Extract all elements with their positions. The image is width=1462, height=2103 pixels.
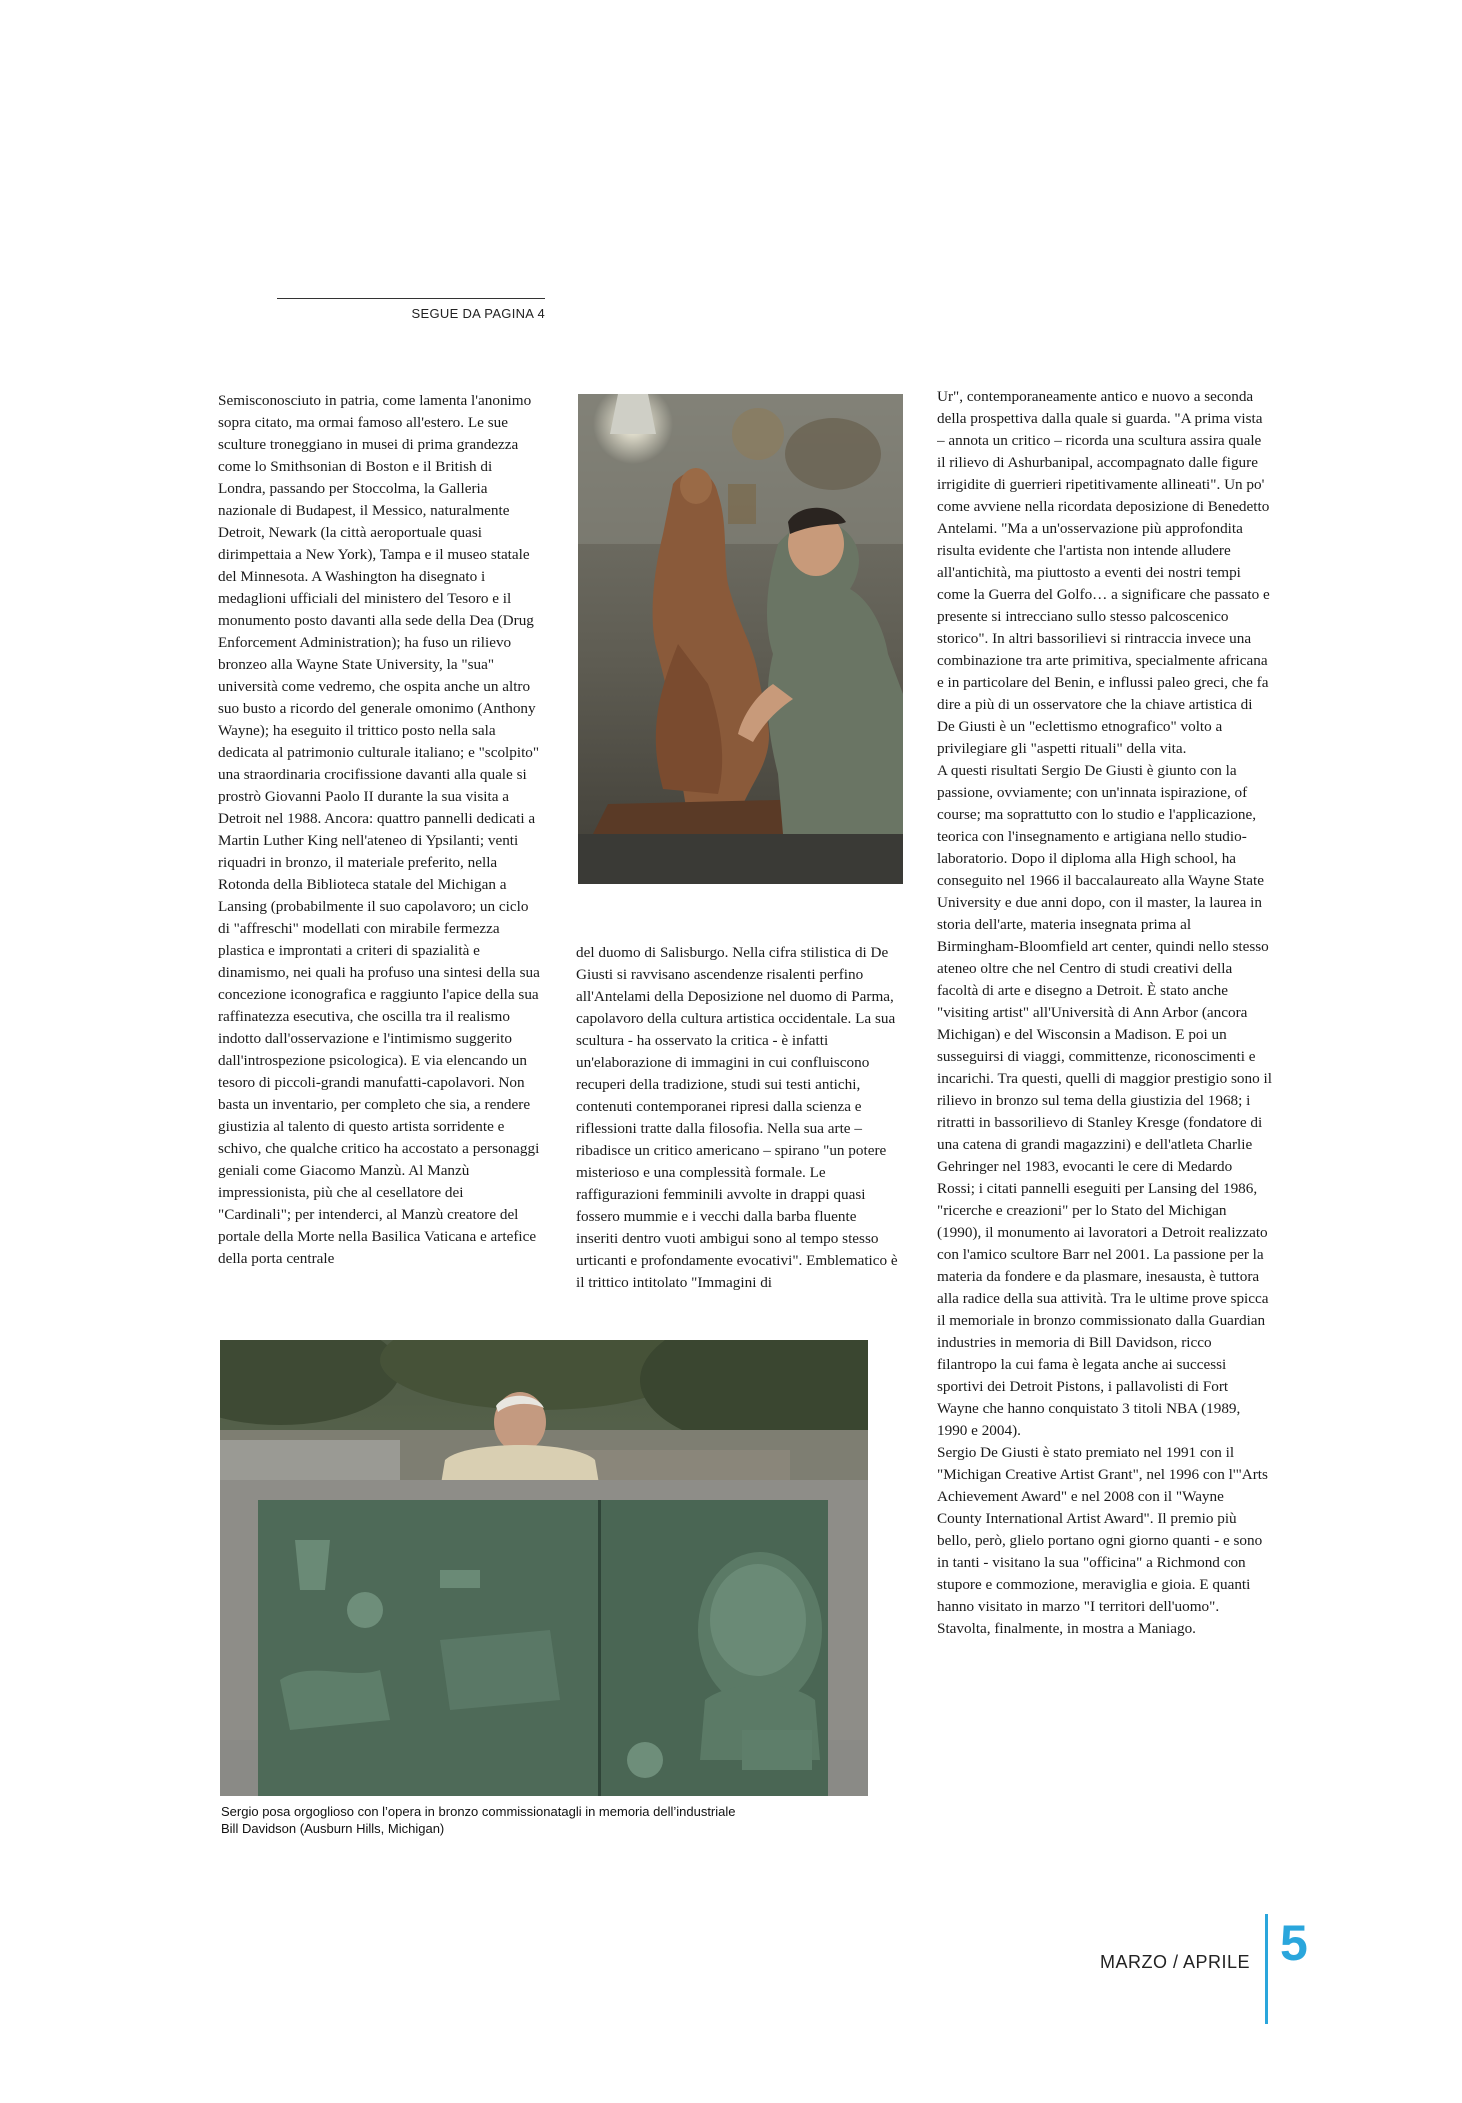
page-number: 5	[1280, 1915, 1308, 1971]
article-paragraph: Semisconosciuto in patria, come lamenta l'anonimo sopra citato, ma ormai famoso all'estero. Le sue sculture troneggiano in musei di prima grandezza come lo Smithsonian di Boston e il British di Londra, passando per Stoccolma, la Galleria nazionale di Budapest, il Messico, naturalmente Detroit, Newark (la città aeroportuale quasi dirimpettaia a New York), Tampa e il museo statale del Minnesota. A Washington ha disegnato i medaglioni ufficiali del ministero del Tesoro e il monumento posto davanti alla sede della Dea (Drug Enforcement Administration); ha fuso un rilievo bronzeo alla Wayne State University, la "sua" università come vedremo, che ospita anche un altro suo busto a ricordo del generale omonimo (Anthony Wayne); ha eseguito il trittico posto nella sala dedicata al patrimonio culturale italiano; e "scolpito" una straordinaria crocifissione davanti alla quale si prostrò Giovanni Paolo II durante la sua visita a Detroit nel 1988. Ancora: quattro pannelli dedicati a Martin Luther King nell'ateneo di Ypsilanti; venti riquadri in bronzo, il materiale preferito, nella Rotonda della Biblioteca statale del Michigan a Lansing (probabilmente il suo capolavoro; un ciclo di "affreschi" modellati con mirabile fermezza plastica e improntati a criteri di spazialità e dinamismo, nei quali ha profuso una sintesi della sua concezione iconografica e raggiunto l'apice della sua raffinatezza esecutiva, che oscilla tra il realismo indotto dall'osservazione e l'intimismo suggerito dall'introspezione psicologica). E via elencando un tesoro di piccoli-grandi manufatti-capolavori. Non basta un inventario, per completo che sia, a rendere giustizia al talento di questo artista sorridente e schivo, che qualche critico ha accostato a personaggi geniali come Giacomo Manzù. Al Manzù impressionista, più che al cesellatore dei "Cardinali"; per intenderci, al Manzù creatore del portale della Morte nella Basilica Vaticana e artefice della porta centrale	[218, 392, 540, 1267]
footer-accent-bar	[1265, 1914, 1268, 2024]
issue-month: MARZO / APRILE	[1099, 1952, 1250, 1972]
photo-caption	[221, 1803, 881, 1837]
article-paragraph: Sergio De Giusti è stato premiato nel 1991 con il "Michigan Creative Artist Grant", nel 1996 con l'"Arts Achievement Award" e nel 2008 con il "Wayne County International Artist Award". Il premio più bello, però, glielo portano ogni giorno quanti - e sono in tanti - visitano la sua "officina" a Richmond con stupore e commozione, meraviglia e gioia. E quanti hanno visitato in marzo "I territori dell'uomo". Stavolta, finalmente, in mostra a Maniago.	[937, 1444, 1268, 1637]
photo-caption-line: Bill Davidson (Ausburn Hills, Michigan)	[221, 1821, 445, 1836]
article-column-1	[218, 390, 540, 1308]
article-column-2	[576, 942, 898, 1320]
photo-caption-line: Sergio posa orgoglioso con l’opera in bronzo commissionatagli in memoria dell’industriale	[221, 1804, 736, 1819]
photo-sculptor-at-work	[578, 394, 903, 884]
article-column-3	[937, 386, 1272, 1816]
article-paragraph: Ur", contemporaneamente antico e nuovo a seconda della prospettiva dalla quale si guarda. "A prima vista – annota un critico – ricorda una scultura assira quale il rilievo di Ashurbanipal, accompagnato dalle figure irrigidite di guerrieri ripetitivamente allineati". Un po' come avviene nella ricordata deposizione di Benedetto Antelami. "Ma a un'osservazione più approfondita risulta evidente che l'artista non intende alludere all'antichità, ma piuttosto a eventi dei nostri tempi come la Guerra del Golfo… a significare che passato e presente si intrecciano sullo stesso palcoscenico storico". In altri bassorilievi si rintraccia invece una combinazione tra arte primitiva, specialmente africana e in particolare del Benin, e influssi paleo greci, che fa dire a più di un osservatore che la chiave artistica di De Giusti è un "eclettismo etnografico" volto a privilegiare gli "aspetti rituali" della vita.	[937, 388, 1270, 757]
photo-sculptor-at-work-illustration	[578, 394, 903, 884]
photo-bronze-memorial-illustration	[220, 1340, 868, 1796]
photo-bronze-memorial	[220, 1340, 868, 1796]
continued-from-label: SEGUE DA PAGINA 4	[411, 306, 545, 321]
article-paragraph: A questi risultati Sergio De Giusti è giunto con la passione, ovviamente; con un'innata ispirazione, of course; ma soprattutto con lo studio e l'applicazione, teorica con l'insegnamento e artigiana nello studio-laboratorio. Dopo il diploma alla High school, ha conseguito nel 1966 il baccalaureato alla Wayne State University e due anni dopo, con il master, la laurea in storia dell'arte, materia insegnata prima al Birmingham-Bloomfield art center, quindi nello stesso ateneo oltre che nel Centro di studi creativi della facoltà di arte e disegno a Detroit. È stato anche "visiting artist" all'Università di Ann Arbor (ancora Michigan) e del Wisconsin a Madison. E poi un susseguirsi di viaggi, committenze, riconoscimenti e incarichi. Tra questi, quelli di maggior prestigio sono il rilievo in bronzo sul tema della giustizia del 1968; i ritratti in bassorilievo di Stanley Kresge (fondatore di una catena di grandi magazzini) e dell'atleta Charlie Gehringer nel 1983, evocanti le cere di Medardo Rossi; i citati pannelli eseguiti per Lansing del 1986, "ricerche e creazioni" per lo Stato del Michigan (1990), il monumento ai lavoratori a Detroit realizzato con l'amico scultore Barr nel 2001. La passione per la materia da fondere e da plasmare, inesausta, è tuttora alla radice della sua attività. Tra le ultime prove spicca il memoriale in bronzo commissionato dalla Guardian industries in memoria di Bill Davidson, ricco filantropo la cui fama è legata anche ai successi sportivi dei Detroit Pistons, i pallavolisti di Fort Wayne che hanno conquistato 3 titoli NBA (1989, 1990 e 2004).	[937, 762, 1272, 1439]
header-rule	[277, 298, 545, 299]
article-paragraph: del duomo di Salisburgo. Nella cifra stilistica di De Giusti si ravvisano ascendenze risalenti perfino all'Antelami della Deposizione nel duomo di Parma, capolavoro della cultura artistica occidentale. La sua scultura - ha osservato la critica - è infatti un'elaborazione di immagini in cui confluiscono recuperi della tradizione, studi sui testi antichi, contenuti contemporanei ripresi dalla scienza e riflessioni tratte dalla filosofia. Nella sua arte – ribadisce un critico americano – spirano "un potere misterioso e una complessità formale. Le raffigurazioni femminili avvolte in drappi quasi fossero mummie e i vecchi dalla barba fluente inseriti dentro vuoti ambigui sono al tempo stesso urticanti e profondamente evocativi". Emblematico è il trittico intitolato "Immagini di	[576, 944, 898, 1291]
